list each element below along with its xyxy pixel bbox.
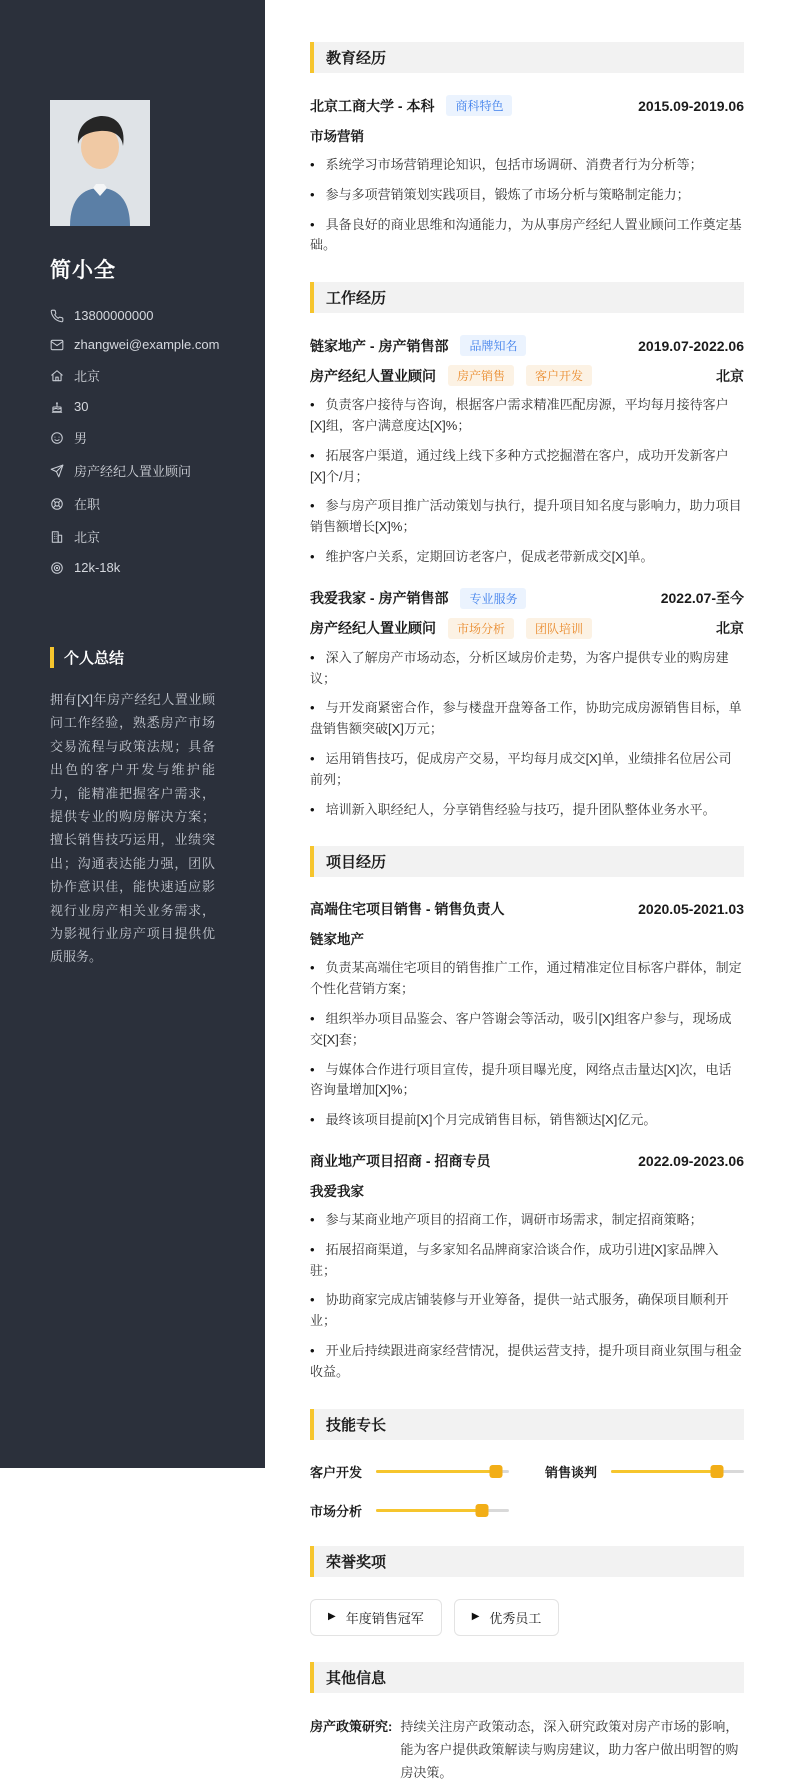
role-tag: 房产销售 (448, 365, 514, 386)
bullet-item: • 具备良好的商业思维和沟通能力，为从事房产经纪人置业顾问工作奠定基础。 (310, 215, 744, 257)
education-date: 2015.09-2019.06 (638, 97, 744, 114)
honor-badge (454, 1599, 560, 1636)
building-icon (50, 530, 64, 544)
other-info-label: 房产政策研究: (310, 1718, 393, 1734)
company-name: 链家地产 - 房产销售部 (310, 337, 449, 354)
project-date: 2022.09-2023.06 (638, 1152, 744, 1169)
work-location: 北京 (716, 620, 744, 637)
contact-value: 北京 (74, 369, 101, 384)
education-badge: 商科特色 (446, 95, 512, 116)
play-icon: ▶ (471, 1611, 480, 1622)
bullet-item: • 与媒体合作进行项目宣传，提升项目曝光度，网络点击量达[X]次，电话咨询量增加[X]%； (310, 1060, 744, 1102)
bullet-item: • 协助商家完成店铺装修与开业筹备，提供一站式服务，确保项目顺利开业； (310, 1290, 744, 1332)
honor-list (310, 1599, 744, 1636)
person-name: 简小全 (50, 259, 116, 282)
age-icon (50, 400, 64, 414)
gender-icon (50, 431, 64, 445)
education-bullets (310, 155, 744, 256)
role-tag: 客户开发 (526, 365, 592, 386)
honor-label: 优秀员工 (489, 1610, 542, 1626)
bullet-item: • 组织举办项目品鉴会、客户答谢会等活动，吸引[X]组客户参与，现场成交[X]套； (310, 1009, 744, 1051)
skills-grid (310, 1462, 744, 1520)
work-entry (310, 335, 744, 568)
email-icon (50, 338, 64, 352)
section-honors (310, 1546, 744, 1636)
portrait-illustration (50, 100, 150, 226)
bullet-item: • 与开发商紧密合作，参与楼盘开盘筹备工作，协助完成房源销售目标，单盘销售额突破[X]万元； (310, 698, 744, 740)
work-entry (310, 588, 744, 821)
project-entry (310, 899, 744, 1131)
contact-value: 12k-18k (74, 560, 121, 575)
skill-slider (376, 1504, 509, 1517)
slider-fill (611, 1470, 717, 1473)
section-other-info (310, 1662, 744, 1785)
bullet-item: • 系统学习市场营销理论知识，包括市场调研、消费者行为分析等； (310, 155, 744, 176)
contact-item-salary (50, 560, 215, 575)
profile-photo (50, 100, 150, 226)
section-work (310, 282, 744, 820)
section-education (310, 42, 744, 256)
slider-fill (376, 1470, 496, 1473)
project-date: 2020.05-2021.03 (638, 901, 744, 918)
section-title-work: 工作经历 (310, 282, 744, 313)
play-icon: ▶ (328, 1611, 336, 1622)
contact-value: 男 (74, 431, 88, 446)
contact-value: 北京 (74, 530, 101, 545)
project-bullets (310, 1210, 744, 1383)
honor-label: 年度销售冠军 (345, 1610, 424, 1626)
section-title-other: 其他信息 (310, 1662, 744, 1693)
project-company: 链家地产 (310, 932, 364, 948)
work-bullets (310, 648, 744, 821)
target-icon (50, 561, 64, 575)
project-name: 商业地产项目招商 - 招商专员 (310, 1152, 491, 1169)
section-title-projects: 项目经历 (310, 846, 744, 877)
skill-item (545, 1462, 744, 1481)
section-projects (310, 846, 744, 1382)
bullet-item: • 最终该项目提前[X]个月完成销售目标，销售额达[X]亿元。 (310, 1110, 744, 1131)
contact-item-phone (50, 308, 215, 323)
section-title-honors: 荣誉奖项 (310, 1546, 744, 1577)
skill-label: 销售谈判 (545, 1464, 598, 1480)
bullet-item: • 运用销售技巧，促成房产交易，平均每月成交[X]单，业绩排名位居公司前列； (310, 749, 744, 791)
bullet-item: • 维护客户关系，定期回访老客户，促成老带新成交[X]单。 (310, 547, 744, 568)
paper-plane-icon (50, 464, 64, 478)
role-tag: 市场分析 (448, 618, 514, 639)
phone-icon (50, 309, 64, 323)
contact-list (50, 308, 220, 575)
role-title: 房产经纪人置业顾问 (310, 367, 436, 384)
company-badge: 品牌知名 (460, 335, 526, 356)
bullet-item: • 拓展招商渠道，与多家知名品牌商家洽谈合作，成功引进[X]家品牌入驻； (310, 1240, 744, 1282)
contact-item-age (50, 399, 215, 414)
bullet-item: • 培训新入职经纪人，分享销售经验与技巧，提升团队整体业务水平。 (310, 800, 744, 821)
company-badge: 专业服务 (460, 588, 526, 609)
bullet-item: • 拓展客户渠道，通过线上线下多种方式挖掘潜在客户，成功开发新客户[X]个/月； (310, 446, 744, 488)
contact-value: 30 (74, 399, 89, 414)
slider-handle (476, 1504, 489, 1517)
contact-value: 房产经纪人置业顾问 (74, 464, 192, 479)
other-info-row (310, 1715, 744, 1785)
contact-item-status (50, 494, 215, 513)
skill-slider (376, 1465, 509, 1478)
contact-value: 在职 (74, 497, 101, 512)
major-name: 市场营销 (310, 129, 364, 144)
work-location: 北京 (716, 367, 744, 384)
summary-title: 个人总结 (50, 647, 215, 668)
home-icon (50, 369, 64, 383)
section-skills (310, 1409, 744, 1520)
skill-item (310, 1462, 509, 1481)
company-name: 我爱我家 - 房产销售部 (310, 590, 449, 607)
contact-item-gender (50, 428, 215, 447)
section-title-education: 教育经历 (310, 42, 744, 73)
school-name: 北京工商大学 - 本科 (310, 97, 435, 114)
bullet-item: • 深入了解房产市场动态，分析区域房价走势，为客户提供专业的购房建议； (310, 648, 744, 690)
skill-item (310, 1501, 509, 1520)
slider-fill (376, 1509, 482, 1512)
work-bullets (310, 395, 744, 568)
project-entry (310, 1151, 744, 1383)
role-title: 房产经纪人置业顾问 (310, 620, 436, 637)
main-content (265, 0, 794, 1785)
contact-item-city (50, 527, 215, 546)
contact-value: zhangwei@example.com (74, 337, 220, 352)
work-date: 2022.07-至今 (660, 590, 744, 607)
sidebar (0, 0, 265, 1468)
bullet-item: • 负责客户接待与咨询，根据客户需求精准匹配房源，平均每月接待客户[X]组，客户满意度达[X]%； (310, 395, 744, 437)
bullet-item: • 参与某商业地产项目的招商工作，调研市场需求，制定招商策略； (310, 1210, 744, 1231)
skill-slider (611, 1465, 744, 1478)
education-entry (310, 95, 744, 256)
slider-handle (489, 1465, 502, 1478)
section-title-skills: 技能专长 (310, 1409, 744, 1440)
role-tag: 团队培训 (526, 618, 592, 639)
summary-text: 拥有[X]年房产经纪人置业顾问工作经验，熟悉房产市场交易流程与政策法规；具备出色的客户开发与维护能力，能精准把握客户需求，提供专业的购房解决方案；擅长销售技巧运用，业绩突出；沟通表达能力强，团队协作意识佳，能快速适应影视行业房产相关业务需求，为影视行业房产项目提供优质服务。 (50, 692, 215, 965)
skill-label: 客户开发 (310, 1464, 363, 1480)
status-icon (50, 497, 64, 511)
skill-label: 市场分析 (310, 1503, 363, 1519)
contact-item-job-title (50, 461, 215, 480)
contact-item-email (50, 337, 220, 352)
other-info-text: 持续关注房产政策动态，深入研究政策对房产市场的影响，能为客户提供政策解读与购房建议，助力客户做出明智的购房决策。 (400, 1718, 739, 1781)
project-company: 我爱我家 (310, 1183, 364, 1199)
bullet-item: • 参与房产项目推广活动策划与执行，提升项目知名度与影响力，助力项目销售额增长[X]%； (310, 496, 744, 538)
honor-badge (310, 1599, 442, 1636)
contact-value: 13800000000 (74, 308, 154, 323)
bullet-item: • 负责某高端住宅项目的销售推广工作，通过精准定位目标客户群体，制定个性化营销方案； (310, 958, 744, 1000)
contact-item-location (50, 366, 215, 385)
bullet-item: • 开业后持续跟进商家经营情况，提供运营支持，提升项目商业氛围与租金收益。 (310, 1341, 744, 1383)
slider-handle (711, 1465, 724, 1478)
bullet-item: • 参与多项营销策划实践项目，锻炼了市场分析与策略制定能力； (310, 185, 744, 206)
project-bullets (310, 958, 744, 1131)
project-name: 高端住宅项目销售 - 销售负责人 (310, 901, 505, 918)
work-date: 2019.07-2022.06 (638, 337, 744, 354)
